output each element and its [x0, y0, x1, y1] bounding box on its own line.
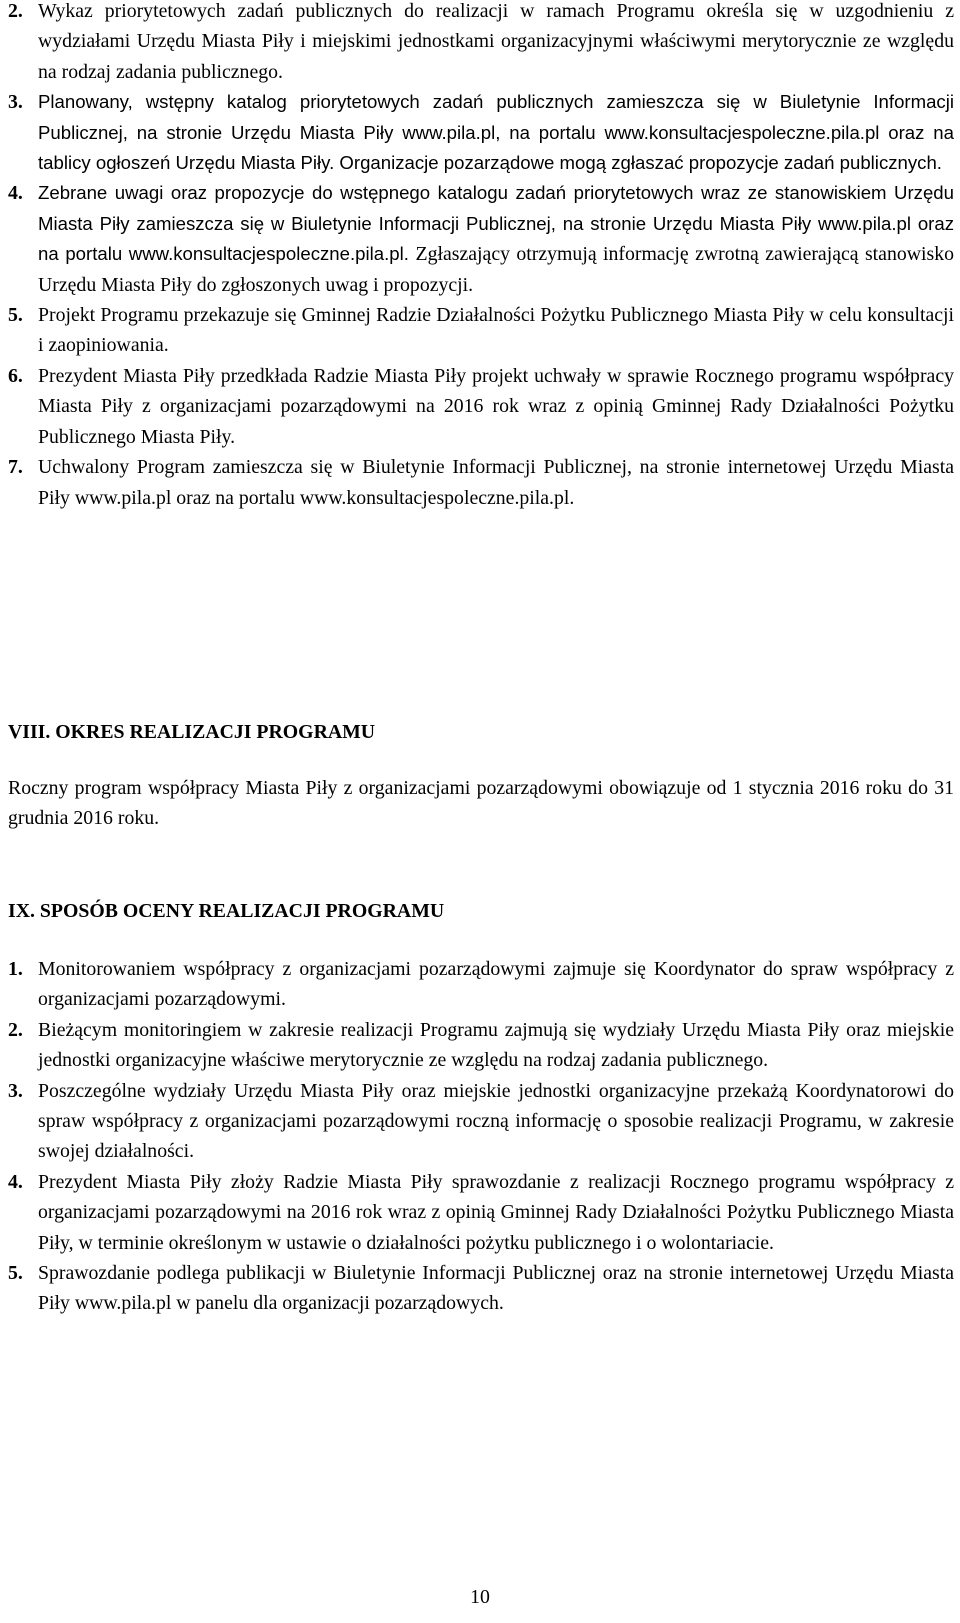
- page-number: 10: [470, 1586, 490, 1608]
- item-text: [38, 452, 954, 513]
- list-item: [8, 361, 954, 452]
- item-text-part: Prezydent Miasta Piły złoży Radzie Miasta Piły sprawozdanie z realizacji Rocznego programu współpracy z organizacjami pozarządowymi na 2016 rok wraz z opinią Gminnej Rady Działalności Pożytku Publicznego Miasta Piły, w terminie określonym w ustawie o działalności pożytku publicznego i o wolontariacie.: [38, 1170, 954, 1254]
- item-number: 4.: [8, 1170, 23, 1193]
- list-item: [8, 178, 954, 300]
- item-number: 2.: [8, 0, 23, 22]
- list-item: [8, 1258, 954, 1319]
- list-item: [8, 1076, 954, 1167]
- list-item: [8, 300, 954, 361]
- item-text: [38, 1167, 954, 1258]
- item-number: 6.: [8, 364, 23, 387]
- section-paragraph: Roczny program współpracy Miasta Piły z organizacjami pozarządowymi obowiązuje od 1 stycznia 2016 roku do 31 grudnia 2016 roku.: [8, 777, 954, 830]
- item-text-part: Zgłaszający otrzymują informację zwrotną zawierającą stanowisko Urzędu Miasta Piły do zgłoszonych uwag i propozycji.: [38, 243, 954, 296]
- list-item: [8, 954, 954, 1015]
- section-vii-list: [8, 0, 954, 513]
- item-text-part: Projekt Programu przekazuje się Gminnej Radzie Działalności Pożytku Publicznego Miasta Piły w celu konsultacji i zaopiniowania.: [38, 304, 954, 357]
- item-number: 3.: [8, 1079, 23, 1102]
- item-text: [38, 1258, 954, 1319]
- item-text-part: Poszczególne wydziały Urzędu Miasta Piły oraz miejskie jednostki organizacyjne przekażą Koordynatorowi do spraw współpracy z organizacjami pozarządowymi roczną informację o sposobie realizacji Programu, w zakresie swojej działalności.: [38, 1079, 954, 1163]
- item-number: 7.: [8, 456, 23, 479]
- item-number: 2.: [8, 1018, 23, 1041]
- list-item: [8, 87, 954, 178]
- item-text: [38, 87, 954, 178]
- list-item: [8, 1015, 954, 1076]
- item-text-part: Zebrane uwagi oraz propozycje do wstępnego katalogu zadań priorytetowych wraz ze stanowiskiem Urzędu Miasta Piły zamieszcza się w Biuletynie Informacji Publicznej, na stronie Urzędu Miasta Piły www.pila.pl oraz na portalu www.konsultacjespoleczne.pila.pl.: [38, 182, 954, 265]
- item-number: 5.: [8, 1262, 23, 1285]
- section-ix-list: [8, 954, 954, 1319]
- item-text-part: Monitorowaniem współpracy z organizacjami pozarządowymi zajmuje się Koordynator do spraw współpracy z organizacjami pozarządowymi.: [38, 958, 954, 1011]
- item-number: 3.: [8, 91, 23, 114]
- item-text-part: Planowany, wstępny katalog priorytetowych zadań publicznych zamieszcza się w Biuletynie Informacji Publicznej, na stronie Urzędu Miasta Piły www.pila.pl, na portalu www.konsultacjespoleczne.pila.pl oraz na tablicy ogłoszeń Urzędu Miasta Piły. Organizacje pozarządowe mogą zgłaszać propozycje zadań publicznych.: [38, 91, 954, 174]
- list-item: [8, 0, 954, 87]
- item-text-part: Bieżącym monitoringiem w zakresie realizacji Programu zajmują się wydziały Urzędu Miasta Piły oraz miejskie jednostki organizacyjne właściwe merytorycznie ze względu na rodzaj zadania publicznego.: [38, 1018, 954, 1072]
- item-text: [38, 361, 954, 452]
- item-text-part: Wykaz priorytetowych zadań publicznych do realizacji w ramach Programu określa się w uzgodnieniu z wydziałami Urzędu Miasta Piły i miejskimi jednostkami organizacyjnymi właściwymi merytorycznie ze względu na rodzaj zadania publicznego.: [38, 0, 954, 83]
- item-text-part: Uchwalony Program zamieszcza się w Biuletynie Informacji Publicznej, na stronie internetowej Urzędu Miasta Piły www.pila.pl oraz na portalu www.konsultacjespoleczne.pila.pl.: [38, 456, 954, 509]
- item-number: 5.: [8, 304, 23, 327]
- list-item: [8, 1167, 954, 1258]
- item-text: [38, 1076, 954, 1167]
- item-text: [38, 0, 954, 87]
- item-text-part: Sprawozdanie podlega publikacji w Biuletynie Informacji Publicznej oraz na stronie internetowej Urzędu Miasta Piły www.pila.pl w panelu dla organizacji pozarządowych.: [38, 1262, 954, 1315]
- item-text: [38, 954, 954, 1015]
- item-text: [38, 300, 954, 361]
- item-text: [38, 178, 954, 300]
- item-number: 1.: [8, 958, 23, 980]
- section-heading: IX. SPOSÓB OCENY REALIZACJI PROGRAMU: [8, 900, 445, 922]
- section-heading: VIII. OKRES REALIZACJI PROGRAMU: [8, 721, 376, 743]
- item-text-part: Prezydent Miasta Piły przedkłada Radzie Miasta Piły projekt uchwały w sprawie Rocznego programu współpracy Miasta Piły z organizacjami pozarządowymi na 2016 rok wraz z opinią Gminnej Rady Działalności Pożytku Publicznego Miasta Piły.: [38, 364, 954, 448]
- list-item: [8, 452, 954, 513]
- item-text: [38, 1015, 954, 1076]
- item-number: 4.: [8, 182, 23, 205]
